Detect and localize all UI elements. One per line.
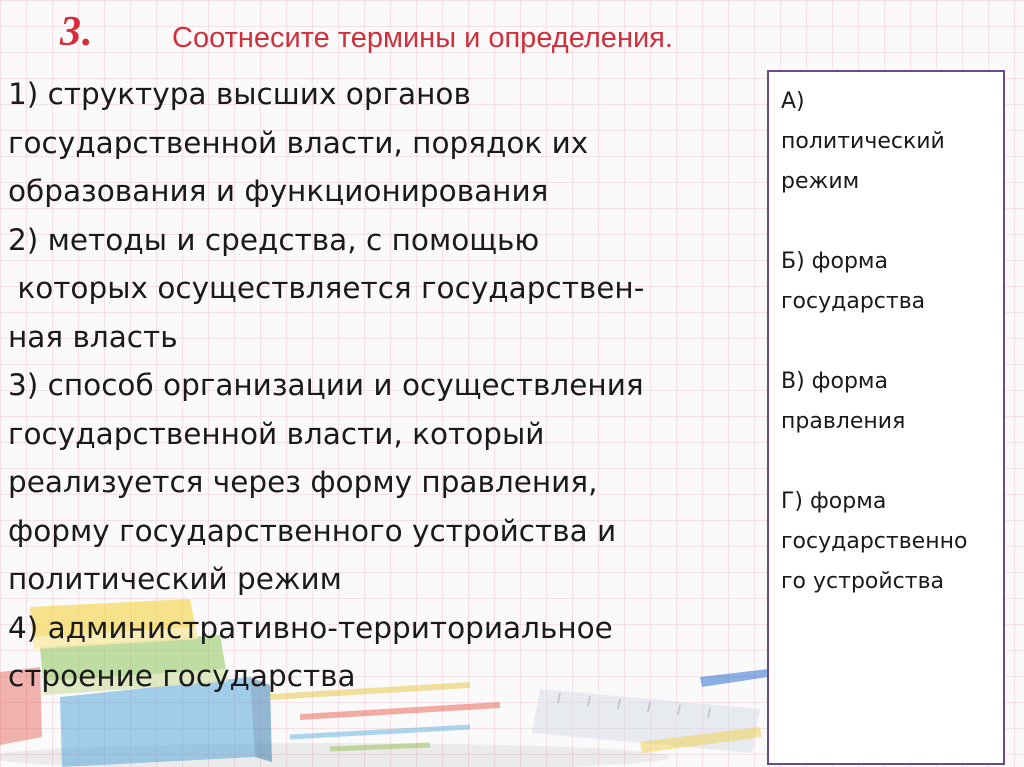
term-line: реализуется через форму правления, [8, 465, 598, 499]
definition-line: В) форма [781, 369, 888, 394]
term-line: государственной власти, который [8, 416, 545, 451]
definitions-box [767, 70, 1005, 765]
term-line: политический режим [8, 562, 342, 596]
definition-a [781, 82, 1003, 202]
definition-line: правления [781, 409, 906, 434]
term-line: 3) способ организации и осуществления [8, 368, 644, 402]
term-line: форму государственного устройства и [8, 513, 617, 548]
definition-line: политический [781, 129, 945, 154]
definition-line: государства [781, 289, 926, 314]
definition-v [781, 362, 1003, 442]
definition-line: режим [781, 169, 860, 194]
definition-line: го устройства [781, 569, 945, 594]
definition-line: Б) форма [781, 249, 888, 274]
term-line: которых осуществляется государствен- [8, 271, 645, 305]
definition-b [781, 242, 1003, 322]
definitions-list [769, 72, 1003, 602]
term-line: 1) структура высших органов [8, 77, 471, 111]
slide-title: Соотнесите термины и определения. [172, 22, 673, 54]
term-line: 2) методы и средства, с помощью [8, 222, 540, 257]
term-line: 4) административно-территориальное [8, 610, 613, 645]
term-line: строение государства [8, 659, 356, 693]
definition-line: Г) форма [781, 489, 887, 514]
term-line: государственной власти, порядок их [8, 125, 589, 160]
term-line: образования и функционирования [8, 174, 549, 208]
definition-g [781, 482, 1003, 602]
terms-list [8, 70, 768, 701]
definition-line: А) [781, 89, 805, 114]
slide-number: 3. [60, 9, 94, 55]
definition-line: государственно [781, 529, 968, 554]
term-line: ная власть [8, 319, 178, 354]
